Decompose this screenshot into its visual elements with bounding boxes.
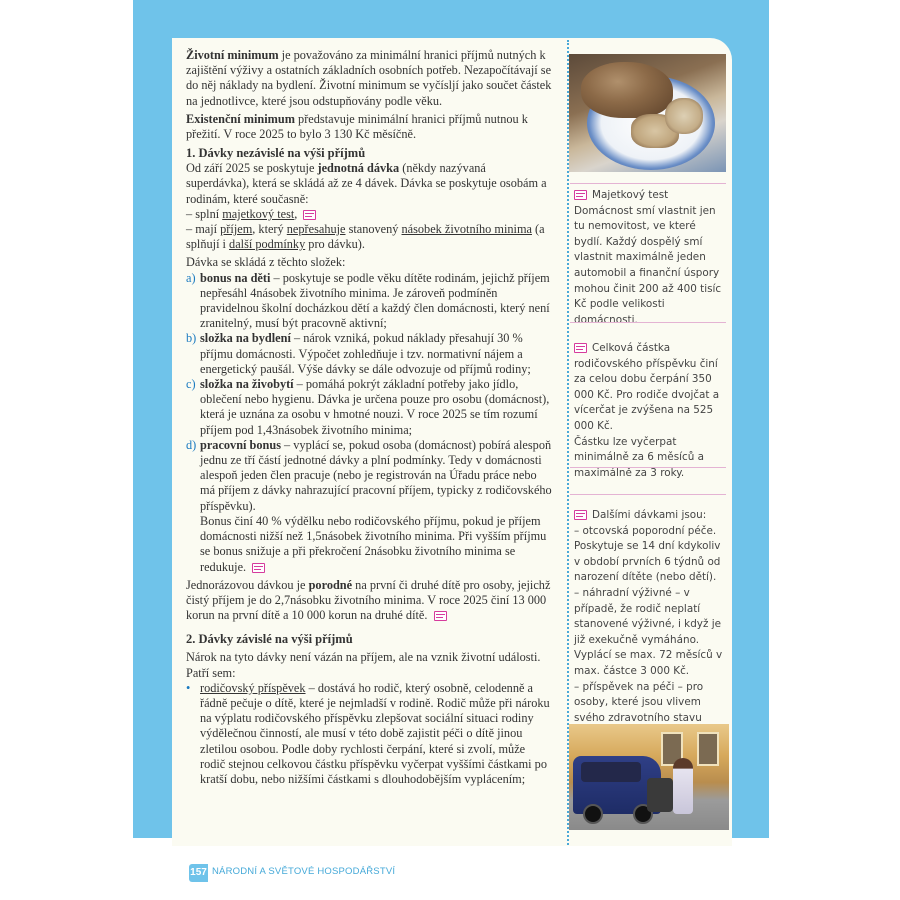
note-icon	[574, 510, 587, 520]
photo-wheel	[583, 804, 603, 824]
term-porodne: porodné	[308, 577, 353, 592]
text: stanovený	[345, 222, 402, 237]
sidebar-note-body: Domácnost smí vlastnit jen tu nemovitost, ve které bydlí. Každý dospělý smí vlastnit maximálně jeden automobil a finanční úspory mohou činit 200 až 400 tisíc Kč podle velikosti domácnosti.	[574, 204, 722, 326]
bullet-item-rodicovsky	[186, 681, 552, 787]
list-item-a	[186, 271, 552, 332]
paragraph-davky-zavisle: Nárok na tyto dávky není vázán na příjem, ale na vznik životní události. Patří sem:	[186, 650, 541, 680]
footer-section-title: NÁRODNÍ A SVĚTOVÉ HOSPODÁŘSTVÍ	[212, 866, 396, 877]
paragraph-zivotni-minimum	[186, 48, 552, 109]
sidebar-note-rodicovsky	[574, 341, 726, 481]
text: představuje minimální hranici příjmů nutnou k přežití. V roce 2025 to bylo 3 130 Kč měsíčně.	[186, 111, 528, 142]
list-text	[200, 438, 552, 514]
list-item-d	[186, 438, 552, 514]
photo-slice	[665, 98, 703, 134]
sidebar-note-line: – otcovská poporodní péče. Poskytuje se 14 dní kdykoliv v období prvních 6 týdnů od narození dítěte (nebo dětí).	[574, 524, 721, 584]
link-dalsi-podminky[interactable]: další podmínky	[229, 237, 306, 252]
photo-wheelchair-van	[569, 724, 729, 830]
condition-1	[186, 207, 552, 222]
list-item-b	[186, 331, 552, 377]
note-icon	[574, 343, 587, 353]
text: Od září 2025 se poskytuje	[186, 161, 318, 176]
photo-window	[697, 732, 719, 766]
condition-2	[186, 222, 552, 252]
list-item-d-continued	[186, 514, 552, 575]
text: – dostává ho rodič, který osobně, celodenně a řádně pečuje o dítě, které je nejmladší v rodině. Rodič může při nároku na výplatu rodičovského příspěvku zlepšovat sociální situaci rodiny výdělečnou činností, ale musí v této době zajistit péči o dítě jinou zletilou osobou. Podle doby rychlosti čerpání, které si zvolí, může rodič stejnou celkovou částku příspěvku vyčerpat vyššími částkami po kratší dobu, nebo nižšími částkami s dlouhodobějším vyplácením;	[200, 680, 550, 786]
text: Celková částka rodičovského příspěvku činí za celou dobu čerpání 350 000 Kč. Pro rodiče dvojčat a vícerčat je zvýšena na 525 000 Kč.	[574, 342, 720, 432]
text: – nárok vzniká, pokud náklady přesahují 30 % příjmu domácnosti. Výpočet zohledňuje i tzv. normativní nájem a energetický paušál. Výše dávky se dále odvozuje od příjmů rodiny;	[200, 331, 531, 376]
paragraph-jednotna-davka	[186, 161, 552, 207]
list-text	[200, 681, 552, 787]
text: – splní	[186, 206, 223, 221]
text: (někdy nazývaná superdávka), která se skládá až ze 4 dávek. Dávka se poskytuje osobám a rodinám, které současně:	[186, 161, 547, 206]
note-icon	[252, 563, 265, 573]
term-slozka-na-zivobyti: složka na živobytí	[200, 377, 294, 392]
text: Majetkový test	[592, 189, 669, 201]
section-heading-2: 2. Dávky závislé na výši příjmů	[186, 632, 353, 647]
note-icon	[303, 210, 316, 220]
text: , který	[252, 222, 287, 237]
list-marker: c)	[186, 377, 196, 392]
paragraph-porodne	[186, 578, 552, 624]
list-marker: d)	[186, 437, 197, 452]
side-rule	[570, 494, 726, 495]
text: – mají	[186, 222, 221, 237]
link-prijem[interactable]: příjem	[220, 222, 253, 237]
sidebar-note-title	[574, 188, 726, 204]
text: na první či druhé dítě pro osoby, jejichž čistý příjem je do 2,7násobku životního minima. V roce 2025 činí 13 000 korun na první dítě a 10 000 korun na druhé dítě.	[186, 577, 551, 623]
text: (a splňují i	[186, 222, 545, 252]
sidebar-note-line: – příspěvek na péči – pro osoby, které jsou vlivem svého zdravotního stavu	[574, 680, 704, 724]
link-nasobek-zivotniho-minima[interactable]: násobek životního minima	[401, 222, 532, 237]
text: je považováno za minimální hranici příjmů nutných k zajištění výživy a ostatních základních osobních potřeb. Nezapočítávají se do něj náklady na bydlení. Životní minimum se vyčísljí jako součet částek na jednotlivce, které jsou odstupňovány podle věku.	[186, 48, 552, 108]
sidebar-note-body: Částku lze vyčerpat minimálně za 6 měsíců a maximálně za 3 roky.	[574, 435, 704, 479]
text: – vyplácí se, pokud osoba (domácnost) pobírá alespoň jednu ze tří částí jednotné dávky a plní podmínky. Tedy v domácnosti alespoň jeden člen pracuje (nebo je registrován na Úřadu práce nebo má příjem z dávky nahrazující pracovní příjem, typicky z rodičovského příspěvku).	[200, 437, 552, 513]
term-existencni-minimum: Existenční minimum	[186, 111, 295, 126]
photo-wheelchair	[647, 778, 673, 812]
side-rule	[570, 183, 726, 184]
sidebar-note-line: – náhradní výživné – v případě, že rodič neplatí stanovené výživné, i když je již exekučně vymáháno. Vyplácí se max. 72 měsíců v max. částce 3 000 Kč.	[574, 586, 723, 677]
link-nepresahuje[interactable]: nepřesahuje	[286, 222, 346, 237]
sidebar-note-title	[574, 508, 726, 524]
list-text	[200, 271, 552, 332]
photo-person	[673, 758, 693, 814]
text: pro dávku).	[305, 237, 365, 252]
note-icon	[434, 611, 447, 621]
list-marker: b)	[186, 331, 197, 346]
text: Bonus činí 40 % výdělku nebo rodičovského příjmu, pokud je příjem domácnosti nižší než 1,5násobek životního minima. Při vyšším příjmu se bonus snižuje a při překročení 2násobku životního minima se redukuje.	[200, 513, 547, 574]
text: – poskytuje se podle věku dítěte rodinám, jejichž příjem nepřesáhl 4násobek životního minima. Je zároveň podmíněn pravidelnou školní docházkou dětí a každý člen domácnosti, který není zranitelný, musí být pracovně aktivní;	[200, 270, 550, 331]
link-majetkovy-test[interactable]: majetkový test	[222, 206, 295, 221]
section-heading-1: 1. Dávky nezávislé na výši příjmů	[186, 146, 366, 161]
list-text	[200, 331, 552, 377]
photo-bread	[569, 54, 726, 172]
list-marker: a)	[186, 270, 196, 285]
text: Jednorázovou dávkou je	[186, 577, 309, 592]
list-text	[200, 514, 552, 575]
sidebar-note-dalsi-davky	[574, 508, 726, 742]
bullet-marker: •	[186, 680, 191, 695]
sidebar-note-majetkovy-test	[574, 188, 726, 328]
term-jednotna-davka: jednotná dávka	[317, 161, 400, 176]
sidebar-note-title	[574, 341, 726, 435]
photo-loaf	[581, 62, 673, 118]
list-text	[200, 377, 552, 438]
photo-van-window	[581, 762, 641, 782]
page-number: 157	[189, 864, 208, 882]
side-rule	[570, 467, 726, 468]
paragraph-existencni-minimum	[186, 112, 552, 142]
link-rodicovsky-prispevek[interactable]: rodičovský příspěvek	[200, 680, 306, 695]
term-pracovni-bonus: pracovní bonus	[200, 437, 281, 452]
text: – pomáhá pokrýt základní potřeby jako jídlo, oblečení nebo hygienu. Dávka je určena pouze pro osobu (domácnost), která je uznána za osobu v hmotné nouzi. V roce 2025 se tím rozumí příjem pod 1,43násobek životního minima;	[200, 377, 550, 437]
text: Dalšími dávkami jsou:	[592, 509, 707, 521]
list-item-c	[186, 377, 552, 438]
paragraph-slozky: Dávka se skládá z těchto složek:	[186, 255, 346, 270]
note-icon	[574, 190, 587, 200]
term-slozka-na-bydleni: složka na bydlení	[200, 331, 291, 346]
term-zivotni-minimum: Životní minimum	[186, 48, 279, 62]
side-rule	[570, 322, 726, 323]
term-bonus-na-deti: bonus na děti	[200, 270, 271, 285]
text: ,	[294, 206, 298, 221]
main-text-column	[186, 48, 552, 787]
